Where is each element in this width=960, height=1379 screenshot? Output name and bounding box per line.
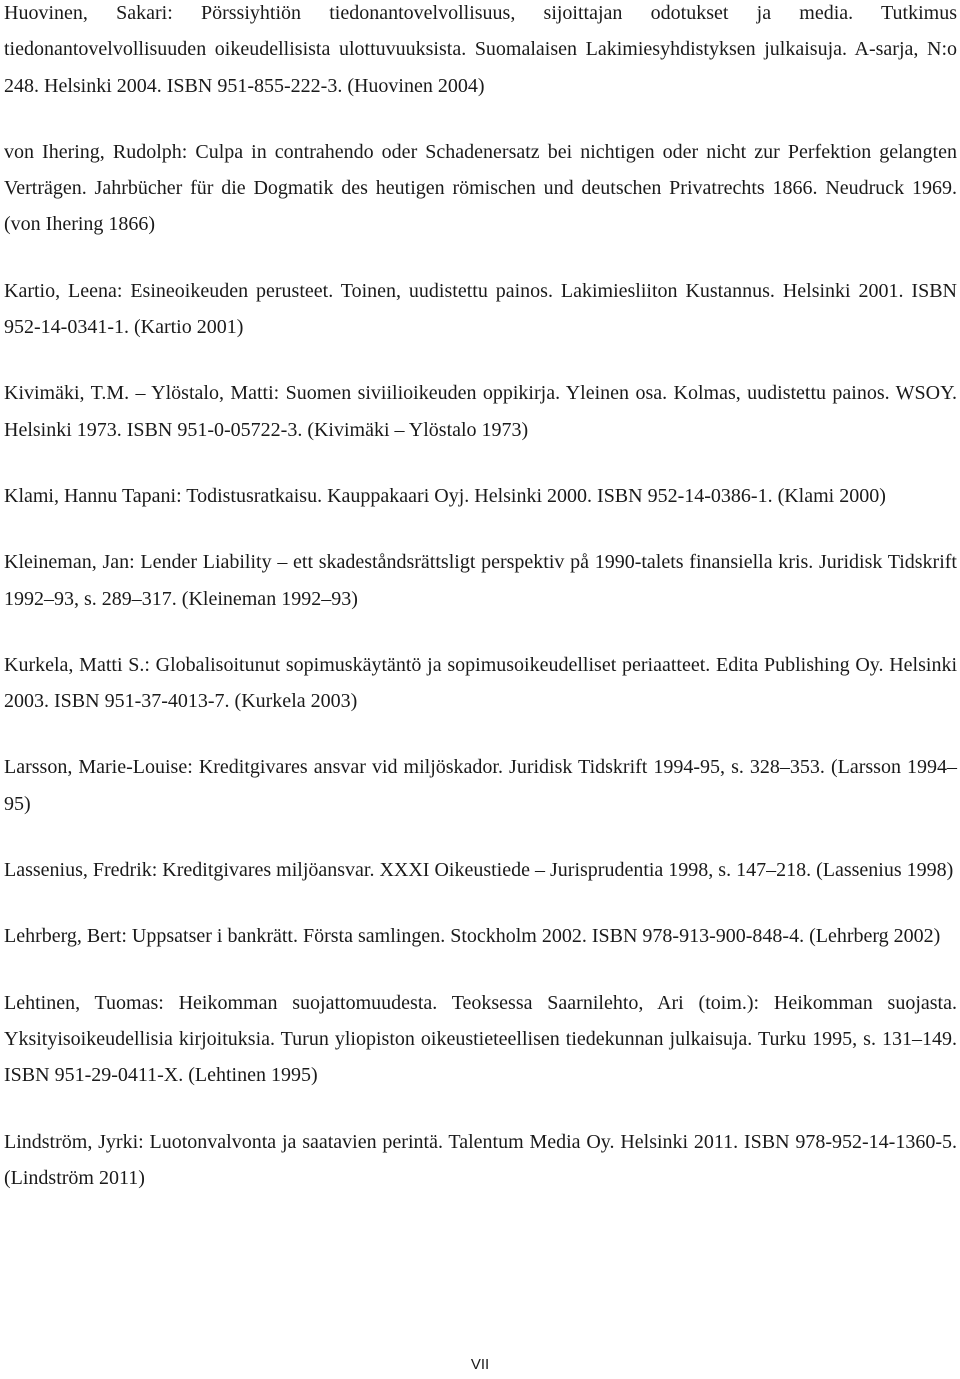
reference-entry: Kurkela, Matti S.: Globalisoitunut sopimuskäytäntö ja sopimusoikeudelliset periaatteet. Edita Publishing Oy. Helsinki 2003. ISBN 951-37-4013-7. (Kurkela 2003) bbox=[4, 653, 957, 713]
reference-entry: Lassenius, Fredrik: Kreditgivares miljöansvar. XXXI Oikeustiede – Jurisprudentia 1998, s. 147–218. (Lassenius 1998) bbox=[4, 859, 954, 882]
reference-entry: Lehtinen, Tuomas: Heikomman suojattomuudesta. Teoksessa Saarnilehto, Ari (toim.): Heikomman suojasta. Yksityisoikeudellisia kirjoituksia. Turun yliopiston oikeustieteellisen tiedekunnan julkaisuja. Turku 1995, s. 131–149. ISBN 951-29-0411-X. (Lehtinen 1995) bbox=[4, 991, 957, 1087]
reference-entry: Lehrberg, Bert: Uppsatser i bankrätt. Första samlingen. Stockholm 2002. ISBN 978-913-900-848-4. (Lehrberg 2002) bbox=[4, 925, 941, 948]
reference-entry: Huovinen, Sakari: Pörssiyhtiön tiedonantovelvollisuus, sijoittajan odotukset ja media. Tutkimus tiedonantovelvollisuuden oikeudellisista ulottuvuuksista. Suomalaisen Lakimiesyhdistyksen julkaisuja. A-sarja, N:o 248. Helsinki 2004. ISBN 951-855-222-3. (Huovinen 2004) bbox=[4, 2, 957, 97]
document-page bbox=[4, 0, 957, 1226]
reference-entry: Kleineman, Jan: Lender Liability – ett skadeståndsrättsligt perspektiv på 1990-talets finansiella kris. Juridisk Tidskrift 1992–93, s. 289–317. (Kleineman 1992–93) bbox=[4, 551, 957, 610]
page-number: VII bbox=[470, 1356, 490, 1373]
reference-entry: Larsson, Marie-Louise: Kreditgivares ansvar vid miljöskador. Juridisk Tidskrift 1994-95, s. 328–353. (Larsson 1994–95) bbox=[4, 756, 957, 815]
reference-entry: Kivimäki, T.M. – Ylöstalo, Matti: Suomen siviilioikeuden oppikirja. Yleinen osa. Kolmas, uudistettu painos. WSOY. Helsinki 1973. ISBN 951-0-05722-3. (Kivimäki – Ylöstalo 1973) bbox=[4, 382, 957, 441]
reference-entry: Kartio, Leena: Esineoikeuden perusteet. Toinen, uudistettu painos. Lakimiesliiton Kustannus. Helsinki 2001. ISBN 952-14-0341-1. (Kartio 2001) bbox=[4, 279, 957, 339]
reference-entry: von Ihering, Rudolph: Culpa in contrahendo oder Schadenersatz bei nichtigen oder nicht zur Perfektion gelangten Verträgen. Jahrbücher für die Dogmatik des heutigen römischen und deutschen Privatrechts 1866. Neudruck 1969. (von Ihering 1866) bbox=[4, 140, 957, 236]
reference-entry: Klami, Hannu Tapani: Todistusratkaisu. Kauppakaari Oyj. Helsinki 2000. ISBN 952-14-0386-1. (Klami 2000) bbox=[4, 484, 886, 507]
reference-list bbox=[4, 0, 957, 1196]
reference-entry: Lindström, Jyrki: Luotonvalvonta ja saatavien perintä. Talentum Media Oy. Helsinki 2011. ISBN 978-952-14-1360-5. (Lindström 2011) bbox=[4, 1130, 957, 1189]
